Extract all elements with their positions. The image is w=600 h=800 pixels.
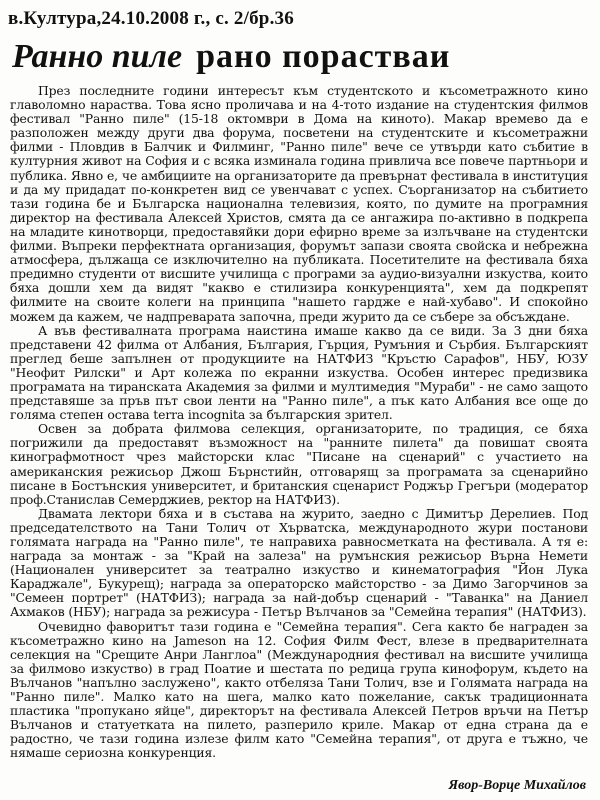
- headline: [12, 38, 592, 76]
- headline-part-1: Ранно пиле: [12, 38, 183, 75]
- author-byline: Явор-Ворце Михайлов: [448, 778, 586, 793]
- paragraph: Двамата лектори бяха и в състава на журито, заедно с Димитър Дерелиев. Под председателството на Тани Толич от Хърватска, международното жури постанови голямата награда на "Ранно пиле", те направиха равносметката на фестивала. А тя е: награда за монтаж - за "Край на залеза" на румънския режисьор Върна Немети (Национален университет за театрално изкуство и кинематография "Йон Лука Караджале", Букурещ); награда за операторско майсторство - за Димо Загорчинов за "Семеен портрет" (НАТФИЗ); награда за най-добър сценарий - "Таванка" на Даниел Ахмаков (НБУ); награда за режисура - Петър Вълчанов за "Семейна терапия" (НАТФИЗ).: [10, 505, 588, 620]
- paragraph: А във фестивалната програма наистина имаше какво да се види. За 3 дни бяха представени 42 филма от Албания, България, Гърция, Румъния и Сърбия. Българският преглед беше запълнен от продукциите на НАТФИЗ "Кръстю Сарафов", НБУ, ЮЗУ "Неофит Рилски" и Арт колежа по екранни изкуства. Особен интерес предизвика програмата на тиранската Академия за филми и мултимедия "Мураби" - не само защото представяше за пръв път свои ленти на "Ранно пиле", а пък като Албания все още до голяма степен остава terra incognita за българския зрител.: [10, 322, 588, 423]
- source-line: в.Култура,24.10.2008 г., с. 2/бр.36: [8, 8, 294, 29]
- article-body: [10, 84, 588, 774]
- headline-part-2: рано порастваи: [196, 38, 451, 75]
- paragraph: Освен за добрата филмова селекция, организаторите, по традиция, се бяха погрижили да предоставят възможност на "ранните пилета" да повишат своята кинографмотност чрез майсторски клас "Писане на сценарий" с участието на американския режисьор Джош Бърнстийн, отговарящ за програмата за сценарийно писане в Бостънския университет, и британския сценарист Роджър Грегъри (модератор проф.Станислав Семерджиев, ректор на НАТФИЗ).: [10, 421, 588, 507]
- paragraph: Очевидно фаворитът тази година е "Семейна терапия". Сега както бе награден за късометражно кино на Jameson на 12. София Филм Фест, влезе в предварителната селекция на "Срещите Анри Ланглоа" (Международния фестивал на висшите училища за филмово изкуство) в град Поатие и шестата по редица група кинофорум, където на Вълчанов "напълно заслужено", както отбеляза Тани Толич, взе и Голямата награда на "Ранно пиле". Малко като на шега, малко като пожелание, сакък традиционната пластика "пропукано яйце", директорът на фестивала Алексей Петров връчи на Петър Вълчанов и статуетката на пилето, разперило криле. Макар от една страна да е радостно, че тази година излезе филм като "Семейна терапия", от друга е тъжно, че нямаше сериозна конкуренция.: [10, 618, 588, 761]
- paragraph: През последните години интересът към студентското и късометражното кино главоломно нараства. Това ясно проличава и на 4-тото издание на студентския филмов фестивал "Ранно пиле" (15-18 октомври в Дома на киното). Макар времево да е разположен между други два форума, посветени на студентските и късометражни филми - Пловдив в Балчик и Филминг, "Ранно пиле" вече се утвърди като събитие в културния живот на София и с всяка изминала година привлича все повече партньори и публика. Явно е, че амбициите на организаторите да превърнат фестивала в институция и да му придадат по-конкретен вид се увенчават с успех. Съорганизатор на събитието тази година бе и Българска национална телевизия, която, по думите на програмния директор на фестивала Алексей Христов, смята да се ангажира по-активно в подкрепа на младите кинотворци, предоставяйки дори ефирно време за излъчване на студентски филми. Въпреки перфектната организация, форумът запази своята свойска и небрежна атмосфера, дължаща се изключително на публиката. Посетителите на фестивала бяха предимно студенти от висшите училища с програми за аудио-визуални изкуства, които бяха дошли хем да видят "какво е стилизира конкуренцията", хем да подкрепят филмите на своите колеги на принципа "нашето гардже е най-хубаво". И спокойно можем да кажем, че надпреварата започна, преди журито да се събере за обсъждане.: [10, 84, 588, 324]
